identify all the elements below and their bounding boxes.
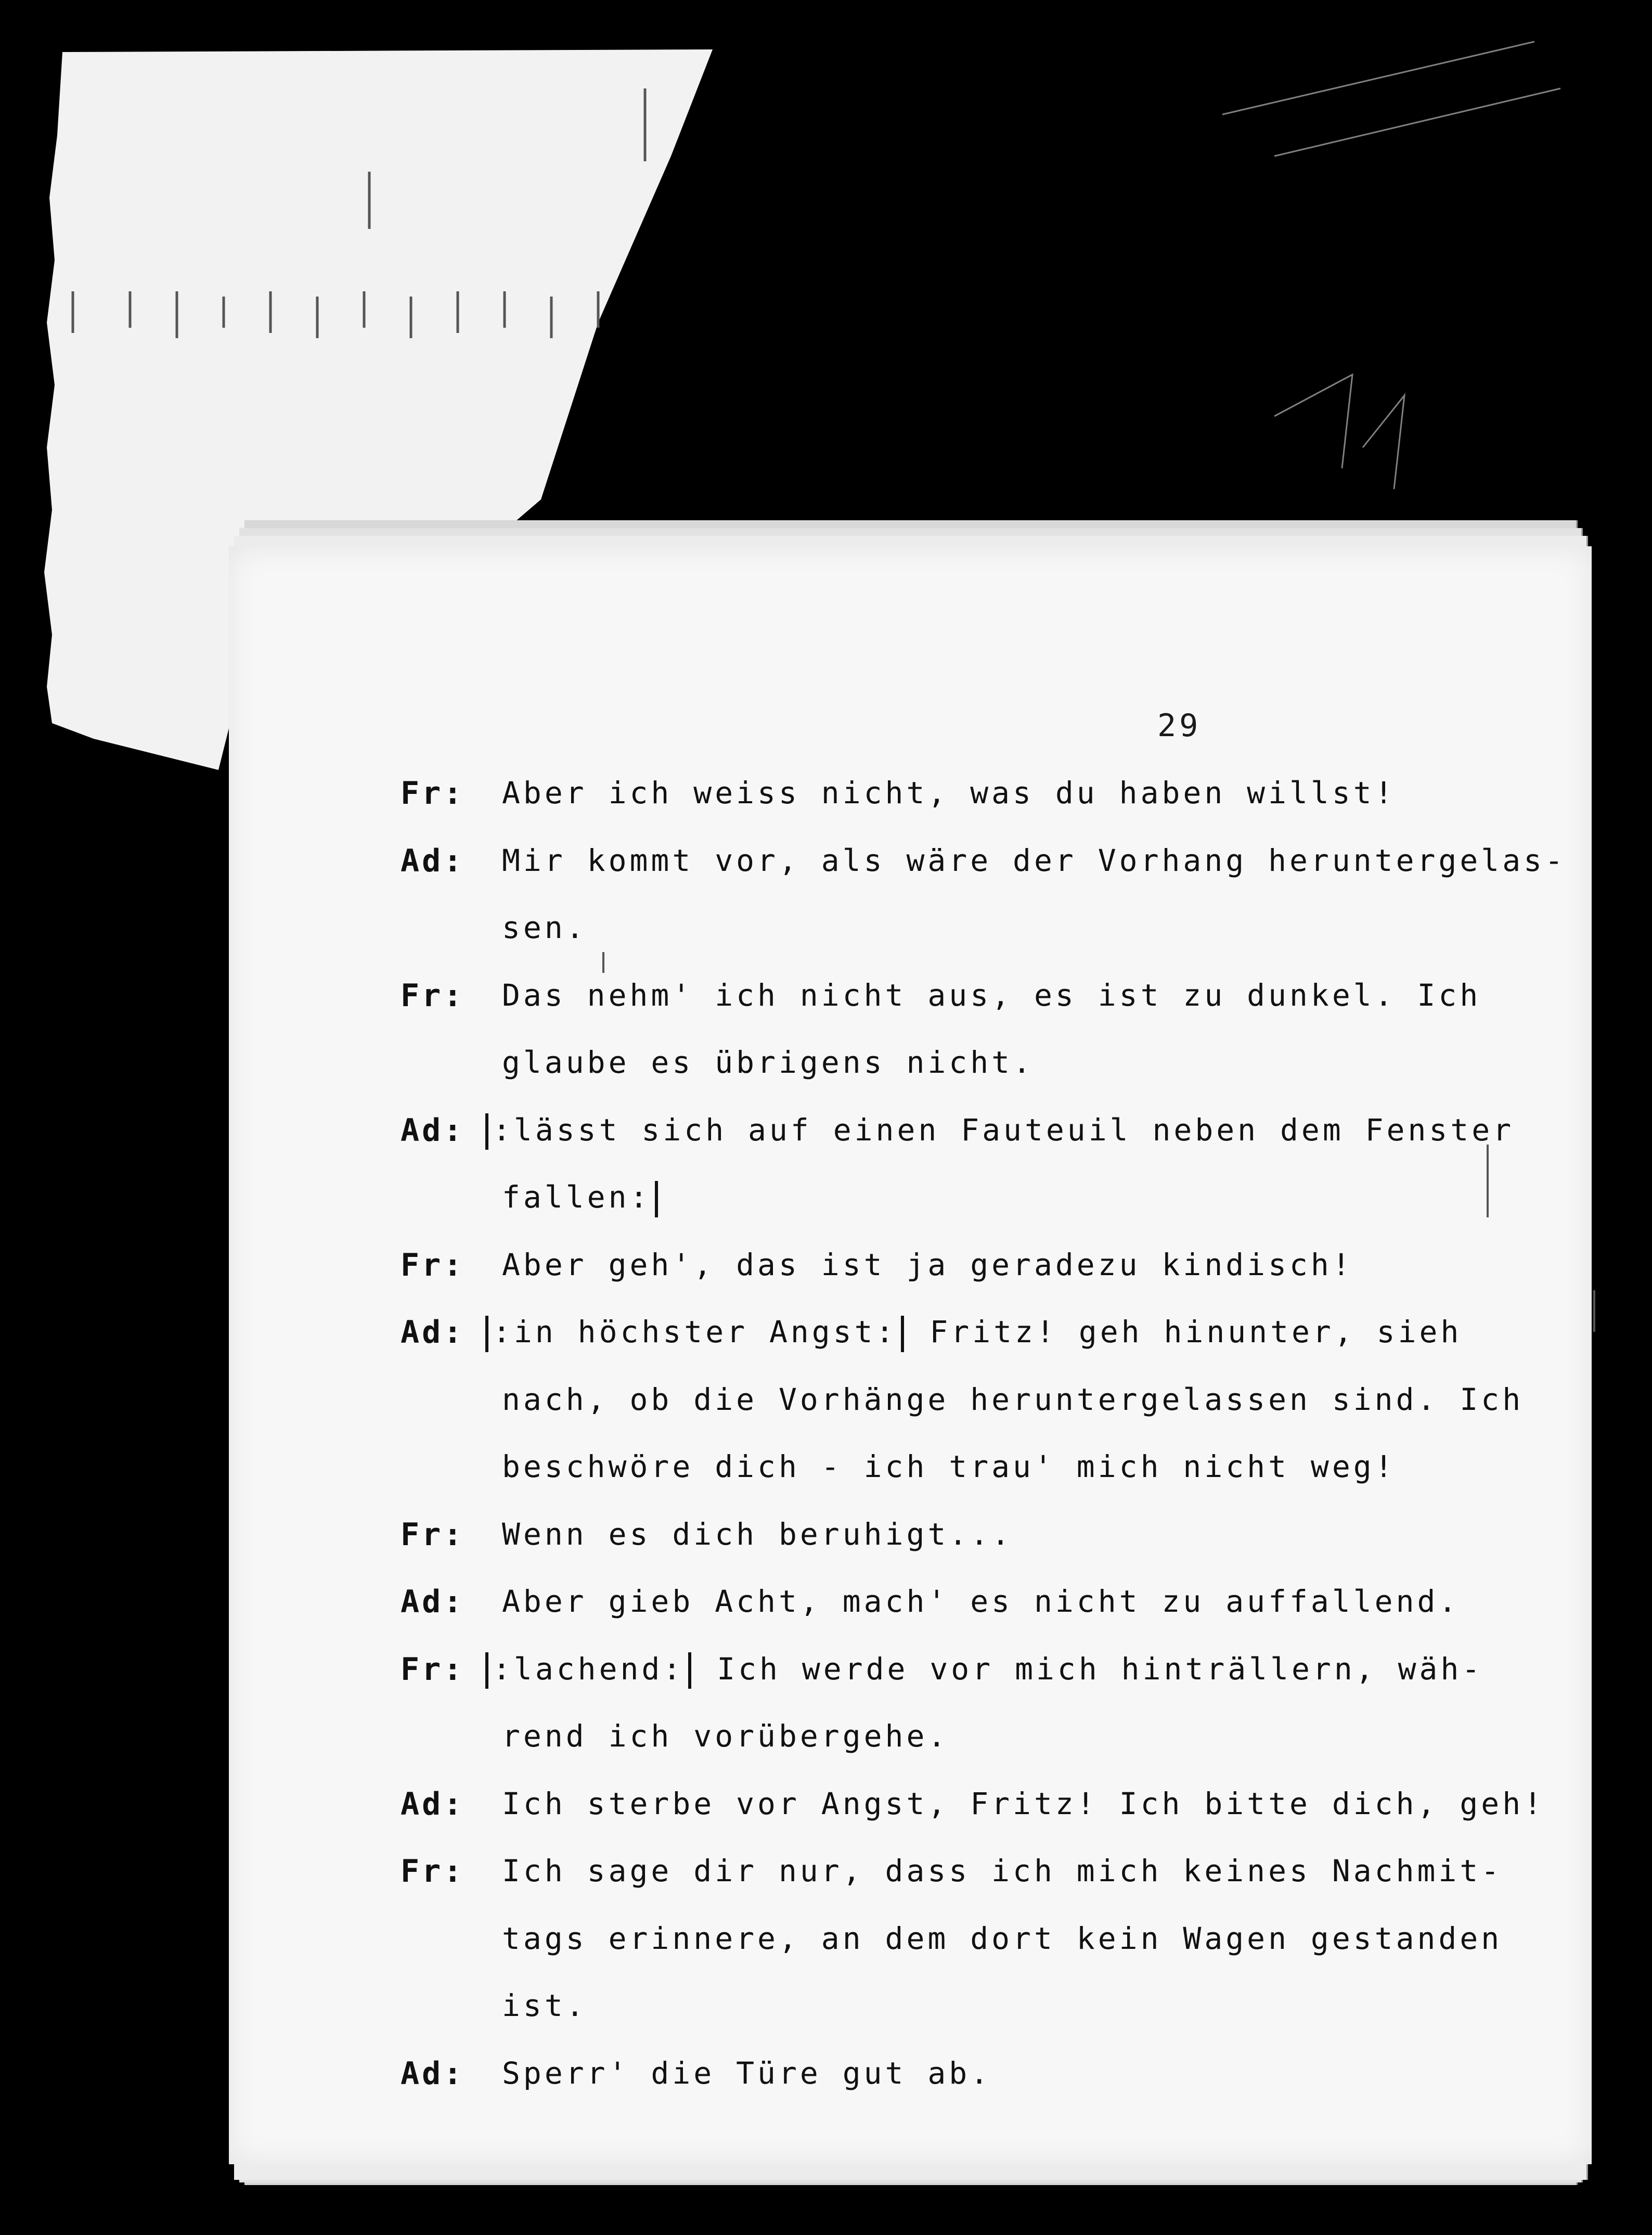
dialogue-line <box>502 1179 662 1217</box>
dialogue-text: :lässt sich auf einen Fauteuil neben dem Fenster <box>493 1112 1515 1148</box>
dialogue-text: Ich sterbe vor Angst, Fritz! Ich bitte dich, geh! <box>502 1786 1545 1821</box>
dialogue-text: rend ich vorübergehe. <box>502 1718 949 1754</box>
speaker-label: Fr: <box>401 775 465 812</box>
dialogue-text: Aber gieb Acht, mach' es nicht zu auffallend. <box>502 1584 1460 1619</box>
page-number: 29 <box>1157 708 1202 744</box>
speaker-label: Fr: <box>401 1247 465 1283</box>
stage-direction-bar <box>655 1181 658 1217</box>
dialogue-line <box>481 1651 1483 1689</box>
speaker-label: Ad: <box>401 1314 465 1351</box>
dialogue-line <box>502 1921 1502 1956</box>
speaker-label: Ad: <box>401 1786 465 1822</box>
dialogue-text: tags erinnere, an dem dort kein Wagen gestanden <box>502 1920 1503 1956</box>
dialogue-line <box>502 1045 1034 1080</box>
dialogue-text: ist. <box>502 1988 587 2023</box>
dialogue-line <box>502 843 1566 878</box>
speaker-label: Ad: <box>401 842 465 879</box>
speaker-label: Fr: <box>401 1516 465 1553</box>
dialogue-line <box>481 1314 1462 1352</box>
dialogue-text: fallen: <box>502 1179 651 1215</box>
speaker-label: Fr: <box>401 1651 465 1688</box>
speaker-label: Fr: <box>401 977 465 1014</box>
dialogue-line <box>502 1786 1545 1821</box>
dialogue-line <box>502 1584 1460 1619</box>
stage-direction-bar <box>485 1652 488 1689</box>
dialogue-text: Das nehm' ich nicht aus, es ist zu dunkel. Ich <box>502 977 1481 1013</box>
dialogue-text-tail: Ich werde vor mich hinträllern, wäh- <box>695 1651 1483 1687</box>
dialogue-line <box>502 2056 991 2091</box>
dialogue-text: Ich sage dir nur, dass ich mich keines Nachmit- <box>502 1853 1503 1889</box>
dialogue-line <box>502 1247 1353 1282</box>
dialogue-line <box>502 910 587 945</box>
dialogue-line <box>502 978 1481 1013</box>
dialogue-line <box>502 775 1396 811</box>
stage-direction-bar <box>901 1316 904 1352</box>
dialogue-text: Aber ich weiss nicht, was du haben willst! <box>502 775 1396 811</box>
dialogue-text-tail: Fritz! geh hinunter, sieh <box>908 1314 1462 1350</box>
dialogue-text: nach, ob die Vorhänge heruntergelassen sind. Ich <box>502 1381 1524 1417</box>
dialogue-text: sen. <box>502 910 587 945</box>
speaker-label: Ad: <box>401 1584 465 1620</box>
dialogue-line <box>502 1988 587 2023</box>
dialogue-text: Aber geh', das ist ja geradezu kindisch! <box>502 1247 1353 1282</box>
stage-direction-bar <box>485 1113 488 1150</box>
dialogue-line <box>502 1853 1502 1889</box>
dialogue-line <box>502 1718 949 1754</box>
dialogue-text: Mir kommt vor, als wäre der Vorhang heruntergelas- <box>502 842 1566 878</box>
dialogue-text: glaube es übrigens nicht. <box>502 1045 1034 1080</box>
speaker-label: Ad: <box>401 1112 465 1149</box>
dialogue-text: Sperr' die Türe gut ab. <box>502 2055 992 2091</box>
speaker-label: Fr: <box>401 1853 465 1890</box>
dialogue-text: :lachend: <box>493 1651 685 1687</box>
stage-direction-bar <box>485 1316 488 1352</box>
dialogue-line <box>502 1449 1396 1484</box>
dialogue-line <box>502 1517 1013 1552</box>
dialogue-text: beschwöre dich - ich trau' mich nicht weg! <box>502 1449 1396 1484</box>
dialogue-text: :in höchster Angst: <box>493 1314 897 1350</box>
stage-direction-bar <box>688 1652 691 1689</box>
speaker-label: Ad: <box>401 2055 465 2092</box>
dialogue-line <box>502 1382 1524 1417</box>
dialogue-line <box>481 1112 1514 1150</box>
dialogue-text: Wenn es dich beruhigt... <box>502 1516 1013 1552</box>
